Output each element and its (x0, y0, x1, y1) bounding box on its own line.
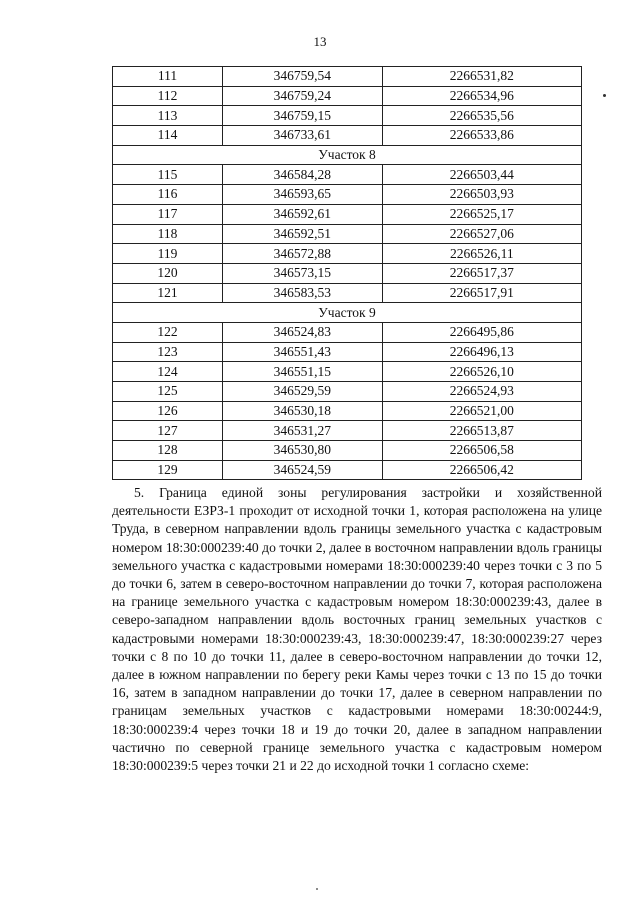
x-coordinate-cell: 346584,28 (222, 165, 382, 185)
x-coordinate-cell: 346592,51 (222, 224, 382, 244)
x-coordinate-cell: 346592,61 (222, 204, 382, 224)
boundary-description-paragraph: 5. Граница единой зоны регулирования застройки и хозяйственной деятельности ЕЗРЗ-1 проходит от исходной точки 1, которая расположена на улице Труда, в северном направлении вдоль границы земельного участка с кадастровым номером 18:30:000239:40 до точки 2, далее в восточном направлении вдоль границы земельного участка с кадастровыми номерами 18:30:000239:40 через точки с 3 по 5 до точки 6, затем в северо-восточном направлении до точки 7, которая расположена на границе земельного участка с кадастровым номером 18:30:000239:43, далее в северо-западном направлении вдоль восточных границ земельных участков с кадастровыми номерами 18:30:000239:43, 18:30:000239:47, 18:30:000239:27 через точки с 8 по 10 до точки 11, далее в северо-восточном направлении до точки 12, далее в южном направлении по берегу реки Камы через точки с 13 по 15 до точки 16, затем в западном направлении до точки 17, далее в северном направлении по границам земельных участков с кадастровыми номерами 18:30:00244:9, 18:30:000239:4 через точки 18 и 19 до точки 20, далее в западном направлении частично по северной границе земельного участка с кадастровым номером 18:30:000239:5 через точки 21 и 22 до исходной точки 1 согласно схеме: (112, 485, 602, 774)
y-coordinate-cell: 2266503,93 (382, 185, 581, 205)
table-row (113, 165, 582, 185)
point-number-cell: 121 (113, 283, 223, 303)
point-number-cell: 111 (113, 67, 223, 87)
table-row (113, 460, 582, 480)
table-row (113, 224, 582, 244)
section-label: Участок 8 (113, 145, 582, 165)
table-row (113, 283, 582, 303)
x-coordinate-cell: 346759,15 (222, 106, 382, 126)
x-coordinate-cell: 346733,61 (222, 126, 382, 146)
table-row (113, 126, 582, 146)
coordinates-table (112, 66, 582, 480)
point-number-cell: 129 (113, 460, 223, 480)
x-coordinate-cell: 346529,59 (222, 382, 382, 402)
coordinates-table-body (113, 67, 582, 480)
y-coordinate-cell: 2266535,56 (382, 106, 581, 126)
y-coordinate-cell: 2266495,86 (382, 322, 581, 342)
point-number-cell: 125 (113, 382, 223, 402)
table-row (113, 86, 582, 106)
x-coordinate-cell: 346551,43 (222, 342, 382, 362)
x-coordinate-cell: 346530,18 (222, 401, 382, 421)
point-number-cell: 117 (113, 204, 223, 224)
y-coordinate-cell: 2266524,93 (382, 382, 581, 402)
x-coordinate-cell: 346524,83 (222, 322, 382, 342)
x-coordinate-cell: 346524,59 (222, 460, 382, 480)
y-coordinate-cell: 2266526,11 (382, 244, 581, 264)
table-section-row (113, 303, 582, 323)
y-coordinate-cell: 2266503,44 (382, 165, 581, 185)
y-coordinate-cell: 2266506,42 (382, 460, 581, 480)
point-number-cell: 128 (113, 441, 223, 461)
x-coordinate-cell: 346759,54 (222, 67, 382, 87)
x-coordinate-cell: 346530,80 (222, 441, 382, 461)
table-row (113, 362, 582, 382)
y-coordinate-cell: 2266496,13 (382, 342, 581, 362)
scan-dot-bottom (316, 888, 318, 890)
page-number: 13 (313, 34, 327, 49)
y-coordinate-cell: 2266517,91 (382, 283, 581, 303)
table-row (113, 322, 582, 342)
scan-dot-mark (603, 94, 606, 97)
point-number-cell: 115 (113, 165, 223, 185)
table-row (113, 244, 582, 264)
y-coordinate-cell: 2266506,58 (382, 441, 581, 461)
x-coordinate-cell: 346573,15 (222, 263, 382, 283)
point-number-cell: 122 (113, 322, 223, 342)
point-number-cell: 123 (113, 342, 223, 362)
point-number-cell: 114 (113, 126, 223, 146)
point-number-cell: 118 (113, 224, 223, 244)
table-row (113, 421, 582, 441)
y-coordinate-cell: 2266534,96 (382, 86, 581, 106)
x-coordinate-cell: 346531,27 (222, 421, 382, 441)
table-row (113, 185, 582, 205)
table-row (113, 106, 582, 126)
table-row (113, 382, 582, 402)
point-number-cell: 126 (113, 401, 223, 421)
point-number-cell: 112 (113, 86, 223, 106)
x-coordinate-cell: 346759,24 (222, 86, 382, 106)
y-coordinate-cell: 2266526,10 (382, 362, 581, 382)
point-number-cell: 119 (113, 244, 223, 264)
table-row (113, 342, 582, 362)
table-row (113, 67, 582, 87)
table-section-row (113, 145, 582, 165)
table-row (113, 204, 582, 224)
point-number-cell: 127 (113, 421, 223, 441)
point-number-cell: 113 (113, 106, 223, 126)
y-coordinate-cell: 2266527,06 (382, 224, 581, 244)
x-coordinate-cell: 346593,65 (222, 185, 382, 205)
x-coordinate-cell: 346551,15 (222, 362, 382, 382)
point-number-cell: 116 (113, 185, 223, 205)
point-number-cell: 124 (113, 362, 223, 382)
y-coordinate-cell: 2266531,82 (382, 67, 581, 87)
point-number-cell: 120 (113, 263, 223, 283)
table-row (113, 401, 582, 421)
table-row (113, 263, 582, 283)
x-coordinate-cell: 346572,88 (222, 244, 382, 264)
section-label: Участок 9 (113, 303, 582, 323)
y-coordinate-cell: 2266525,17 (382, 204, 581, 224)
y-coordinate-cell: 2266517,37 (382, 263, 581, 283)
x-coordinate-cell: 346583,53 (222, 283, 382, 303)
y-coordinate-cell: 2266533,86 (382, 126, 581, 146)
table-row (113, 441, 582, 461)
y-coordinate-cell: 2266513,87 (382, 421, 581, 441)
y-coordinate-cell: 2266521,00 (382, 401, 581, 421)
